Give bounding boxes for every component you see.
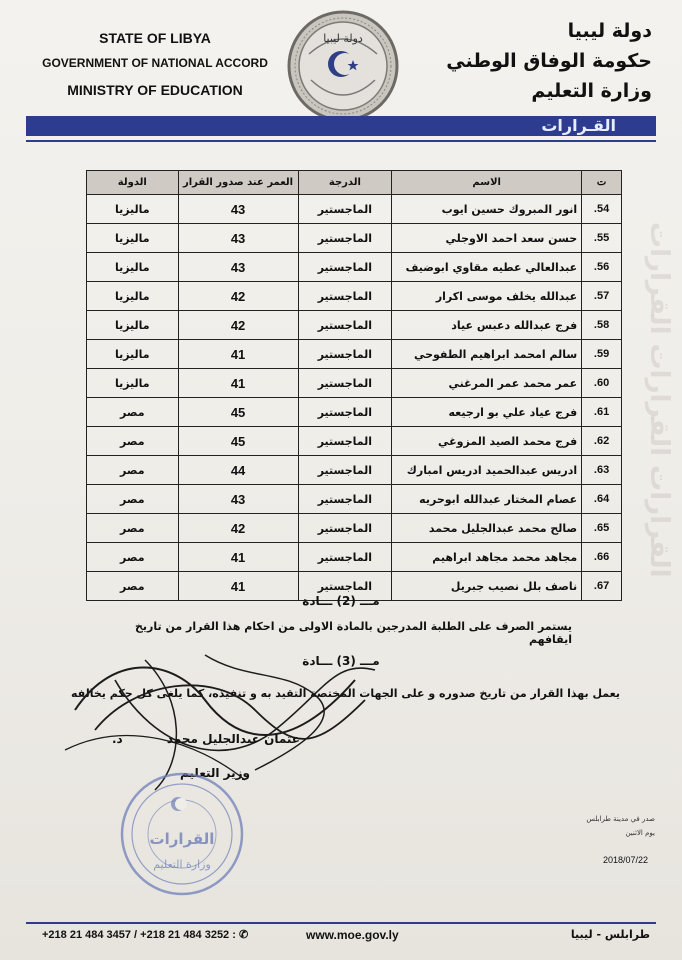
table-row	[87, 195, 622, 224]
article-2-text: يستمر الصرف على الطلبة المدرجين بالمادة الاولى من احكام هذا القرار من تاريخ ايقافهم	[135, 620, 572, 646]
cell-age: 45	[178, 427, 298, 456]
decisions-banner	[26, 116, 656, 136]
cell-country: مصر	[87, 572, 179, 601]
signatory-title: وزير التعليم	[179, 766, 250, 780]
cell-name: سالم امحمد ابراهيم الطفوحي	[392, 340, 582, 369]
table-row	[87, 485, 622, 514]
table-row	[87, 398, 622, 427]
stamp-ring-text: وزارة التعليم	[153, 858, 211, 871]
signatory-name: عثمان عبدالجليل محمد	[166, 732, 300, 746]
banner-title: القـرارات	[541, 116, 616, 135]
cell-age: 43	[178, 224, 298, 253]
cell-name: عمر محمد عمر المرغني	[392, 369, 582, 398]
cell-degree: الماجستير	[298, 369, 392, 398]
cell-degree: الماجستير	[298, 514, 392, 543]
table-row	[87, 253, 622, 282]
cell-age: 41	[178, 369, 298, 398]
cell-country: ماليزيا	[87, 195, 179, 224]
arabic-header-government: حكومة الوفاق الوطني	[446, 50, 652, 72]
cell-country: ماليزيا	[87, 224, 179, 253]
libya-emblem-seal	[283, 10, 403, 122]
cell-no: 59.	[582, 340, 622, 369]
cell-country: ماليزيا	[87, 282, 179, 311]
footer-divider	[26, 922, 656, 924]
cell-age: 42	[178, 311, 298, 340]
cell-no: 64.	[582, 485, 622, 514]
cell-degree: الماجستير	[298, 427, 392, 456]
cell-country: مصر	[87, 456, 179, 485]
cell-name: ناصف بلل نصيب جبريل	[392, 572, 582, 601]
cell-name: صالح محمد عبدالجليل محمد	[392, 514, 582, 543]
english-header	[30, 30, 280, 98]
ministry-stamp	[118, 770, 246, 898]
cell-name: فرج عبدالله دعبس عياد	[392, 311, 582, 340]
decision-date: 2018/07/22	[602, 855, 648, 865]
english-header-ministry: MINISTRY OF EDUCATION	[67, 82, 243, 98]
table-row	[87, 456, 622, 485]
footer-phone-numbers: +218 21 484 3457 / +218 21 484 3252 :	[42, 929, 236, 941]
table-row	[87, 282, 622, 311]
cell-country: مصر	[87, 398, 179, 427]
cell-degree: الماجستير	[298, 340, 392, 369]
cell-age: 43	[178, 485, 298, 514]
cell-age: 41	[178, 543, 298, 572]
cell-country: مصر	[87, 543, 179, 572]
cell-no: 57.	[582, 282, 622, 311]
table-row	[87, 514, 622, 543]
cell-country: مصر	[87, 514, 179, 543]
phone-fax-icon: ✆	[238, 929, 249, 941]
cell-degree: الماجستير	[298, 224, 392, 253]
table-row	[87, 369, 622, 398]
decision-issue-block	[545, 812, 655, 840]
cell-no: 55.	[582, 224, 622, 253]
cell-country: مصر	[87, 485, 179, 514]
cell-degree: الماجستير	[298, 311, 392, 340]
cell-country: ماليزيا	[87, 340, 179, 369]
column-header-degree: الدرجة	[298, 171, 392, 195]
article-3-title: مـــ (3) ـــادة	[302, 654, 380, 668]
cell-no: 67.	[582, 572, 622, 601]
cell-no: 60.	[582, 369, 622, 398]
cell-country: ماليزيا	[87, 369, 179, 398]
table-body	[87, 195, 622, 601]
cell-age: 45	[178, 398, 298, 427]
footer-website: www.moe.gov.ly	[306, 928, 399, 942]
footer-city: طرابلس - ليبيا	[570, 928, 650, 941]
footer-phones	[42, 928, 248, 941]
cell-name: عبدالله يخلف موسى اكرار	[392, 282, 582, 311]
cell-no: 66.	[582, 543, 622, 572]
cell-name: فرج عياد علي بو ارجيعه	[392, 398, 582, 427]
cell-age: 41	[178, 340, 298, 369]
decision-issued-label: صدر في مدينة طرابلس	[586, 815, 655, 823]
cell-name: عبدالعالي عطيه مقاوي ابوضيف	[392, 253, 582, 282]
cell-name: مجاهد محمد مجاهد ابراهيم	[392, 543, 582, 572]
cell-no: 63.	[582, 456, 622, 485]
table-row	[87, 543, 622, 572]
cell-name: انور المبروك حسين ايوب	[392, 195, 582, 224]
column-header-name: الاسم	[392, 171, 582, 195]
cell-degree: الماجستير	[298, 572, 392, 601]
decision-day-label: يوم الاثنين	[625, 829, 655, 837]
emblem-text: دولة ليبيا	[323, 32, 363, 45]
cell-no: 58.	[582, 311, 622, 340]
table-row	[87, 340, 622, 369]
cell-age: 42	[178, 282, 298, 311]
cell-age: 43	[178, 195, 298, 224]
watermark: القرارات القرارات القرارات	[644, 222, 674, 578]
signatory-prefix: د.	[111, 732, 123, 746]
english-header-government: GOVERNMENT OF NATIONAL ACCORD	[42, 56, 268, 70]
cell-no: 61.	[582, 398, 622, 427]
table-row	[87, 311, 622, 340]
cell-degree: الماجستير	[298, 485, 392, 514]
cell-name: ادريس عبدالحميد ادريس امبارك	[392, 456, 582, 485]
cell-age: 41	[178, 572, 298, 601]
arabic-header-state: دولة ليبيا	[567, 20, 652, 42]
cell-age: 42	[178, 514, 298, 543]
cell-name: عصام المختار عبدالله ابوحريه	[392, 485, 582, 514]
column-header-age: العمر عند صدور القرار	[178, 171, 298, 195]
cell-age: 43	[178, 253, 298, 282]
cell-no: 54.	[582, 195, 622, 224]
table-header-row	[87, 171, 622, 195]
table-row	[87, 224, 622, 253]
cell-country: ماليزيا	[87, 253, 179, 282]
stamp-text: القرارات	[149, 830, 215, 848]
column-header-no: ت	[582, 171, 622, 195]
students-table	[86, 170, 622, 601]
cell-degree: الماجستير	[298, 398, 392, 427]
banner-underline	[26, 140, 656, 142]
table-row	[87, 427, 622, 456]
cell-no: 56.	[582, 253, 622, 282]
cell-no: 62.	[582, 427, 622, 456]
arabic-header	[432, 16, 652, 106]
cell-degree: الماجستير	[298, 282, 392, 311]
cell-degree: الماجستير	[298, 543, 392, 572]
cell-name: حسن سعد احمد الاوجلي	[392, 224, 582, 253]
cell-degree: الماجستير	[298, 195, 392, 224]
signatory-name-line	[80, 732, 300, 746]
english-header-state: STATE OF LIBYA	[99, 30, 211, 46]
cell-degree: الماجستير	[298, 456, 392, 485]
arabic-header-ministry: وزارة التعليم	[531, 80, 652, 102]
article-2-title: مـــ (2) ـــادة	[302, 594, 380, 608]
column-header-country: الدولة	[87, 171, 179, 195]
cell-country: ماليزيا	[87, 311, 179, 340]
cell-name: فرج محمد الصيد المزوغي	[392, 427, 582, 456]
cell-no: 65.	[582, 514, 622, 543]
cell-country: مصر	[87, 427, 179, 456]
cell-age: 44	[178, 456, 298, 485]
cell-degree: الماجستير	[298, 253, 392, 282]
article-3-text: يعمل بهذا القرار من تاريخ صدوره و على الجهات المختصة التقيد به و تنفيذه، كما يلغى كل حكم يخالفه	[71, 687, 620, 700]
